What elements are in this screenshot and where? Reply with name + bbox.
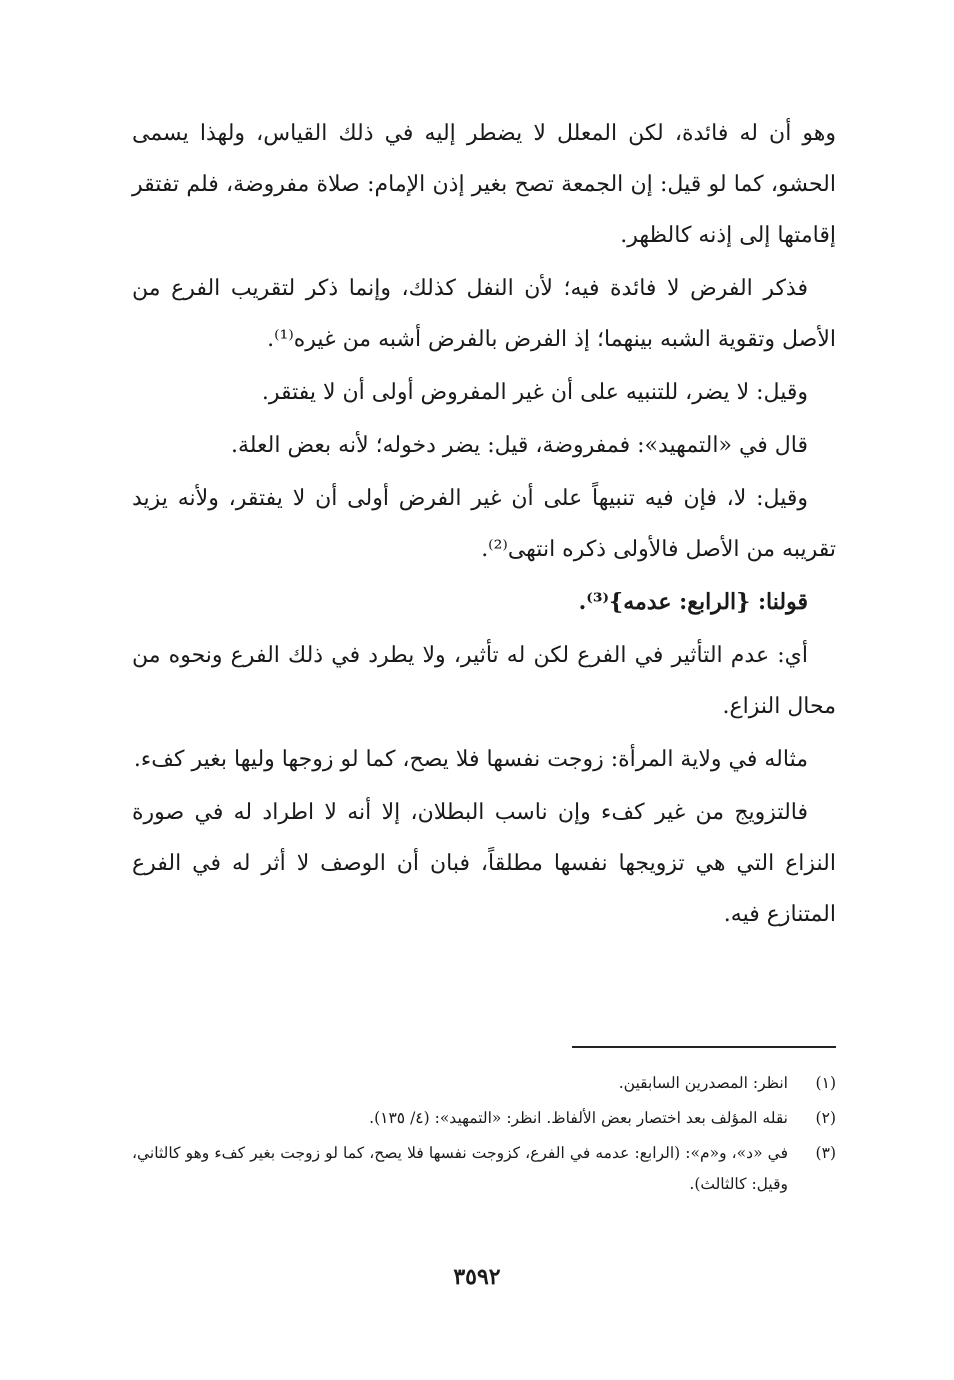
paragraph-9: فالتزويج من غير كفء وإن ناسب البطلان، إلا أنه لا اطراد له في صورة النزاع التي هي تزويجها نفسها مطلقاً، فبان أن الوصف لا أثر له في الفرع المتنازع فيه. bbox=[132, 800, 836, 927]
paragraph-5: وقيل: لا، فإن فيه تنبيهاً على أن غير الفرض أولى أن لا يفتقر، ولأنه يزيد تقريبه من الأصل فالأولى ذكره انتهى⁽²⁾. bbox=[132, 486, 836, 562]
footnote-text: في «د»، و«م»: (الرابع: عدمه في الفرع، كزوجت نفسها فلا يصح، كما لو زوجت بغير كفء وهو كالثاني، وقيل: كالثالث). bbox=[132, 1144, 788, 1193]
paragraph-4: قال في «التمهيد»: فمفروضة، قيل: يضر دخوله؛ لأنه بعض العلة. bbox=[230, 433, 808, 458]
footnote-3 bbox=[132, 1138, 836, 1200]
footnote-2 bbox=[132, 1103, 836, 1134]
paragraph-7: أي: عدم التأثير في الفرع لكن له تأثير، ولا يطرد في ذلك الفرع ونحوه من محال النزاع. bbox=[132, 643, 836, 719]
footnote-text: انظر: المصدرين السابقين. bbox=[618, 1074, 788, 1092]
footnote-number: (١) bbox=[815, 1074, 836, 1092]
paragraph-8: مثاله في ولاية المرأة: زوجت نفسها فلا يصح، كما لو زوجها وليها بغير كفء. bbox=[133, 747, 808, 772]
paragraph-1: وهو أن له فائدة، لكن المعلل لا يضطر إليه في ذلك القياس، ولهذا يسمى الحشو، كما لو قيل: إن الجمعة تصح بغير إذن الإمام: صلاة مفروضة، فلم تفتقر إقامتها إلى إذنه كالظهر. bbox=[132, 121, 836, 248]
footnote-number: (٢) bbox=[815, 1109, 836, 1127]
footnote-separator bbox=[572, 1046, 836, 1048]
main-text bbox=[132, 108, 836, 942]
footnotes bbox=[132, 1068, 836, 1204]
page-number: ٣٥٩٢ bbox=[453, 1264, 501, 1290]
footnote-text: نقله المؤلف بعد اختصار بعض الألفاظ. انظر: «التمهيد»: (٤/ ١٣٥). bbox=[369, 1109, 788, 1127]
paragraph-3: وقيل: لا يضر، للتنبيه على أن غير المفروض أولى أن لا يفتقر. bbox=[261, 380, 808, 405]
footnote-1 bbox=[132, 1068, 836, 1099]
paragraph-6-heading: قولنا: {الرابع: عدمه}⁽³⁾. bbox=[578, 589, 808, 615]
footnote-number: (٣) bbox=[815, 1144, 836, 1162]
paragraph-2: فذكر الفرض لا فائدة فيه؛ لأن النفل كذلك، وإنما ذكر لتقريب الفرع من الأصل وتقوية الشبه بينهما؛ إذ الفرض بالفرض أشبه من غيره⁽¹⁾. bbox=[132, 276, 836, 352]
